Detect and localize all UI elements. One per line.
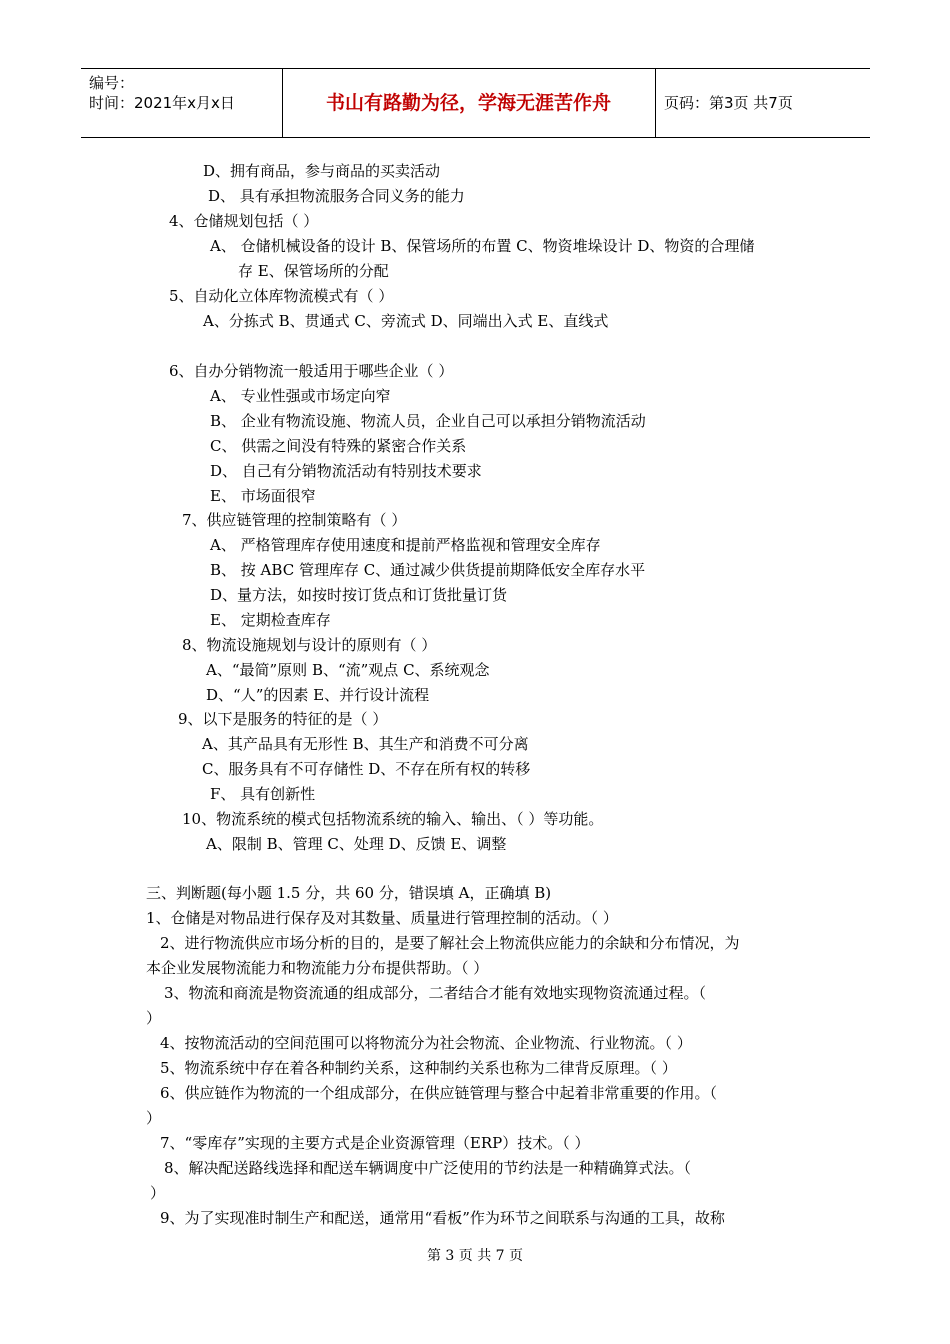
header-motto: 书山有路勤为径，学海无涯苦作舟 [325,92,611,114]
question-4: 4、仓储规划包括（ ） [169,212,319,230]
tf-question-3-line2: ） [146,1009,162,1027]
q3-option-d1: D、拥有商品，参与商品的买卖活动 [203,162,441,180]
q6-option-d: D、 自己有分销物流活动有特别技术要求 [210,462,482,480]
q3-option-d2: D、 具有承担物流服务合同义务的能力 [208,187,465,205]
question-7: 7、供应链管理的控制策略有（ ） [182,511,407,529]
q8-options-line2: D、“人”的因素 E、并行设计流程 [206,686,430,704]
tf-question-2-line1: 2、进行物流供应市场分析的目的，是要了解社会上物流供应能力的余缺和分布情况，为 [160,934,740,952]
q9-options-line2: C、服务具有不可存储性 D、不存在所有权的转移 [202,760,531,778]
section-3-heading: 三、判断题(每小题 1.5 分，共 60 分，错误填 A，正确填 B) [146,884,552,902]
tf-question-8-line2: ） [150,1184,166,1202]
question-6: 6、自办分销物流一般适用于哪些企业（ ） [169,362,454,380]
document-date-label: 时间：2021年x月x日 [89,94,235,112]
q7-option-d: D、量方法，如按时按订货点和订货批量订货 [210,586,508,604]
question-9: 9、以下是服务的特征的是（ ） [178,710,388,728]
q10-options: A、限制 B、管理 C、处理 D、反馈 E、调整 [206,835,507,853]
q7-option-e: E、 定期检查库存 [210,611,331,629]
q6-option-e: E、 市场面很窄 [210,487,316,505]
tf-question-6-line1: 6、供应链作为物流的一个组成部分，在供应链管理与整合中起着非常重要的作用。（ [160,1084,718,1102]
tf-question-1: 1、仓储是对物品进行保存及对其数量、质量进行管理控制的活动。（ ） [146,909,618,927]
header-page-info: 页码：第3页 共7页 [664,94,793,112]
page-header [81,68,870,138]
tf-question-8-line1: 8、解决配送路线选择和配送车辆调度中广泛使用的节约法是一种精确算式法。（ [164,1159,692,1177]
header-left [89,73,235,113]
q7-option-bc: B、 按 ABC 管理库存 C、通过减少供货提前期降低安全库存水平 [210,561,646,579]
question-10: 10、物流系统的模式包括物流系统的输入、输出、（ ）等功能。 [182,810,604,828]
tf-question-5: 5、物流系统中存在着各种制约关系，这种制约关系也称为二律背反原理。（ ） [160,1059,677,1077]
q6-option-b: B、 企业有物流设施、物流人员，企业自己可以承担分销物流活动 [210,412,646,430]
tf-question-6-line2: ） [146,1109,162,1127]
question-5: 5、自动化立体库物流模式有（ ） [169,287,394,305]
header-divider-right [655,69,656,137]
q6-option-c: C、 供需之间没有特殊的紧密合作关系 [210,437,467,455]
q8-options-line1: A、“最简”原则 B、“流”观点 C、系统观念 [206,661,490,679]
q6-option-a: A、 专业性强或市场定向窄 [210,387,391,405]
q9-options-line1: A、其产品具有无形性 B、其生产和消费不可分离 [202,735,529,753]
q9-option-f: F、 具有创新性 [210,785,316,803]
tf-question-3-line1: 3、物流和商流是物资流通的组成部分，二者结合才能有效地实现物资流通过程。（ [164,984,707,1002]
q7-option-a: A、 严格管理库存使用速度和提前严格监视和管理安全库存 [210,536,601,554]
page-footer: 第 3 页 共 7 页 [426,1248,524,1264]
tf-question-9-line1: 9、为了实现准时制生产和配送，通常用“看板”作为环节之间联系与沟通的工具，故称 [160,1209,725,1227]
q4-options-line2: 存 E、保管场所的分配 [238,262,389,280]
tf-question-4: 4、按物流活动的空间范围可以将物流分为社会物流、企业物流、行业物流。（ ） [160,1034,692,1052]
q4-options-line1: A、 仓储机械设备的设计 B、保管场所的布置 C、物资堆垛设计 D、物资的合理储 [210,237,755,255]
q5-options: A、分拣式 B、贯通式 C、旁流式 D、同端出入式 E、直线式 [203,312,609,330]
tf-question-7: 7、“零库存”实现的主要方式是企业资源管理（ERP）技术。（ ） [160,1134,590,1152]
question-8: 8、物流设施规划与设计的原则有（ ） [182,636,437,654]
document-number-label: 编号： [89,74,135,92]
tf-question-2-line2: 本企业发展物流能力和物流能力分布提供帮助。（ ） [146,959,489,977]
